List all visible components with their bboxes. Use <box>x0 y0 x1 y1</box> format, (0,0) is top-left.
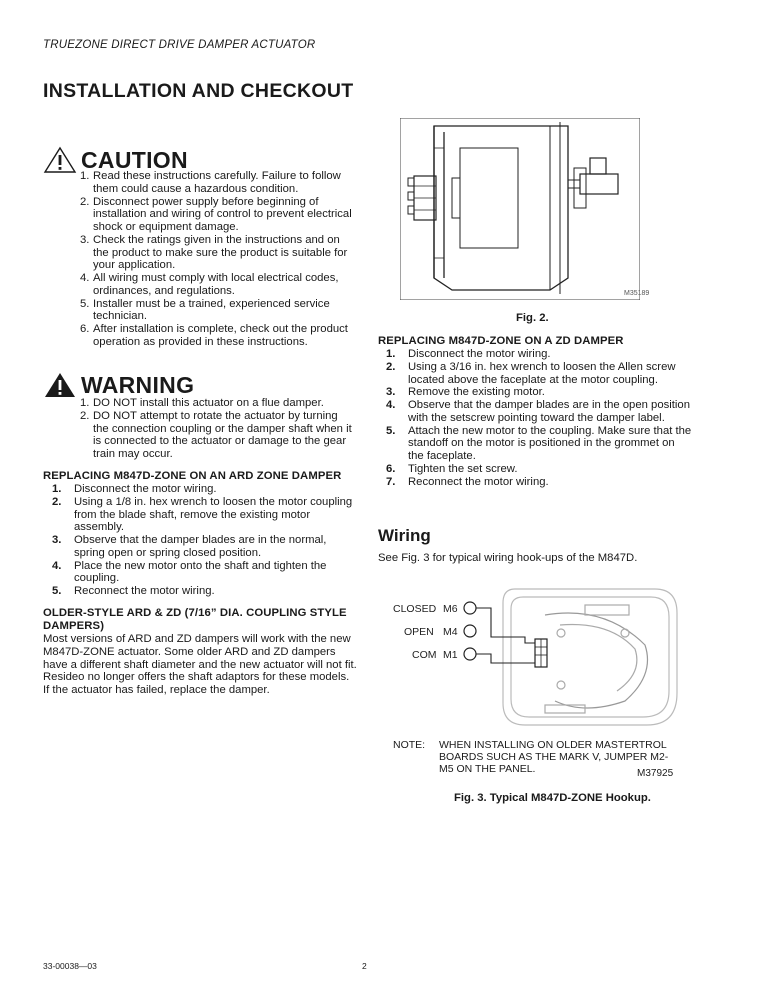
warning-label: WARNING <box>81 371 195 398</box>
list-item: 4. Place the new motor onto the shaft and tighten the coupling. <box>52 559 327 585</box>
figure-3-code: M37925 <box>637 768 674 779</box>
list-item: 3. Remove the existing motor. <box>386 386 545 399</box>
list-item: 2. Using a 3/16 in. hex wrench to loosen the Allen screw located above the faceplate at the motor coupling. <box>386 360 676 386</box>
list-item: 2. DO NOT attempt to rotate the actuator by turning the connection coupling or the damper shaft when it is connected to the actuator or damage to the gear train may occur. <box>80 409 352 460</box>
older-section-heading: OLDER-STYLE ARD & ZD (7/16” DIA. COUPLING STYLE DAMPERS) <box>43 607 347 632</box>
zd-steps-list <box>386 348 692 488</box>
ard-section-heading: REPLACING M847D-ZONE ON AN ARD ZONE DAMPER <box>43 470 342 482</box>
list-item: 3. Observe that the damper blades are in the normal, spring open or spring closed position. <box>52 534 327 559</box>
list-item: 3. Check the ratings given in the instructions and on the product to make sure the product is suitable for your application. <box>80 233 348 272</box>
warning-heading <box>43 371 194 399</box>
list-item: 4. Observe that the damper blades are in the open position with the setscrew pointing toward the damper label. <box>386 399 690 424</box>
document-header: TRUEZONE DIRECT DRIVE DAMPER ACTUATOR <box>43 39 316 51</box>
ard-steps-list <box>52 483 357 598</box>
wiring-heading: Wiring <box>378 526 431 545</box>
caution-label: CAUTION <box>81 146 188 173</box>
list-item: 1. Disconnect the motor wiring. <box>52 483 217 495</box>
list-item: 1. Disconnect the motor wiring. <box>386 348 551 360</box>
older-section-text: Most versions of ARD and ZD dampers will work with the new M847D-ZONE actuator. Some older ARD and ZD dampers have a different shaft diameter and the new actuator will not fit. Resideo no longer offers the shaft adaptors for these models. If the actuator has failed, replace the damper. <box>43 633 357 696</box>
page-title: INSTALLATION AND CHECKOUT <box>43 80 354 102</box>
footer-page-number: 2 <box>362 961 367 971</box>
list-item: 4. All wiring must comply with local electrical codes, ordinances, and regulations. <box>80 272 339 297</box>
list-item: 5. Attach the new motor to the coupling. Make sure that the standoff on the motor is positioned in the grommet on the faceplate. <box>386 424 692 462</box>
wiring-text: See Fig. 3 for typical wiring hook-ups of the M847D. <box>378 552 638 564</box>
terminal-com-id: M1 <box>443 649 458 661</box>
terminal-closed-id: M6 <box>443 603 458 615</box>
list-item: 7. Reconnect the motor wiring. <box>386 475 549 488</box>
figure-2-caption: Fig. 2. <box>516 312 549 324</box>
footer-doc-number: 33-00038—03 <box>43 961 97 971</box>
list-item: 2. Using a 1/8 in. hex wrench to loosen the motor coupling from the blade shaft, remove the existing motor assembly. <box>52 495 353 534</box>
list-item: 6. Tighten the set screw. <box>386 462 518 475</box>
caution-triangle-icon <box>43 146 77 174</box>
figure-2-actuator-drawing <box>400 118 640 300</box>
terminal-open-id: M4 <box>443 626 458 638</box>
figure-3-note-label: NOTE: <box>393 739 426 751</box>
figure-3-caption: Fig. 3. Typical M847D-ZONE Hookup. <box>454 792 651 804</box>
figure-2-code: M35189 <box>624 290 650 297</box>
terminal-com-label: COM <box>412 649 437 661</box>
figure-3-wiring-diagram <box>385 585 685 731</box>
list-item: 2. Disconnect power supply before beginning of installation and wiring of control to prevent electrical shock or equipment damage. <box>80 195 352 233</box>
warning-triangle-icon <box>43 371 77 399</box>
warning-list <box>80 397 356 461</box>
list-item: 6. After installation is complete, check out the product operation as provided in these instructions. <box>80 323 348 348</box>
list-item: 5. Installer must be a trained, experienced service technician. <box>80 297 330 323</box>
terminal-open-label: OPEN <box>404 626 434 638</box>
terminal-closed-label: CLOSED <box>393 603 437 615</box>
list-item: 1. DO NOT install this actuator on a flue damper. <box>80 397 324 409</box>
list-item: 5. Reconnect the motor wiring. <box>52 585 215 597</box>
figure-3-note-text: WHEN INSTALLING ON OLDER MASTERTROL BOARDS SUCH AS THE MARK V, JUMPER M2-M5 ON THE PANEL. <box>439 739 669 776</box>
zd-section-heading: REPLACING M847D-ZONE ON A ZD DAMPER <box>378 335 624 347</box>
list-item: 1. Read these instructions carefully. Failure to follow them could cause a hazardous condition. <box>80 170 341 195</box>
caution-list <box>80 170 356 349</box>
